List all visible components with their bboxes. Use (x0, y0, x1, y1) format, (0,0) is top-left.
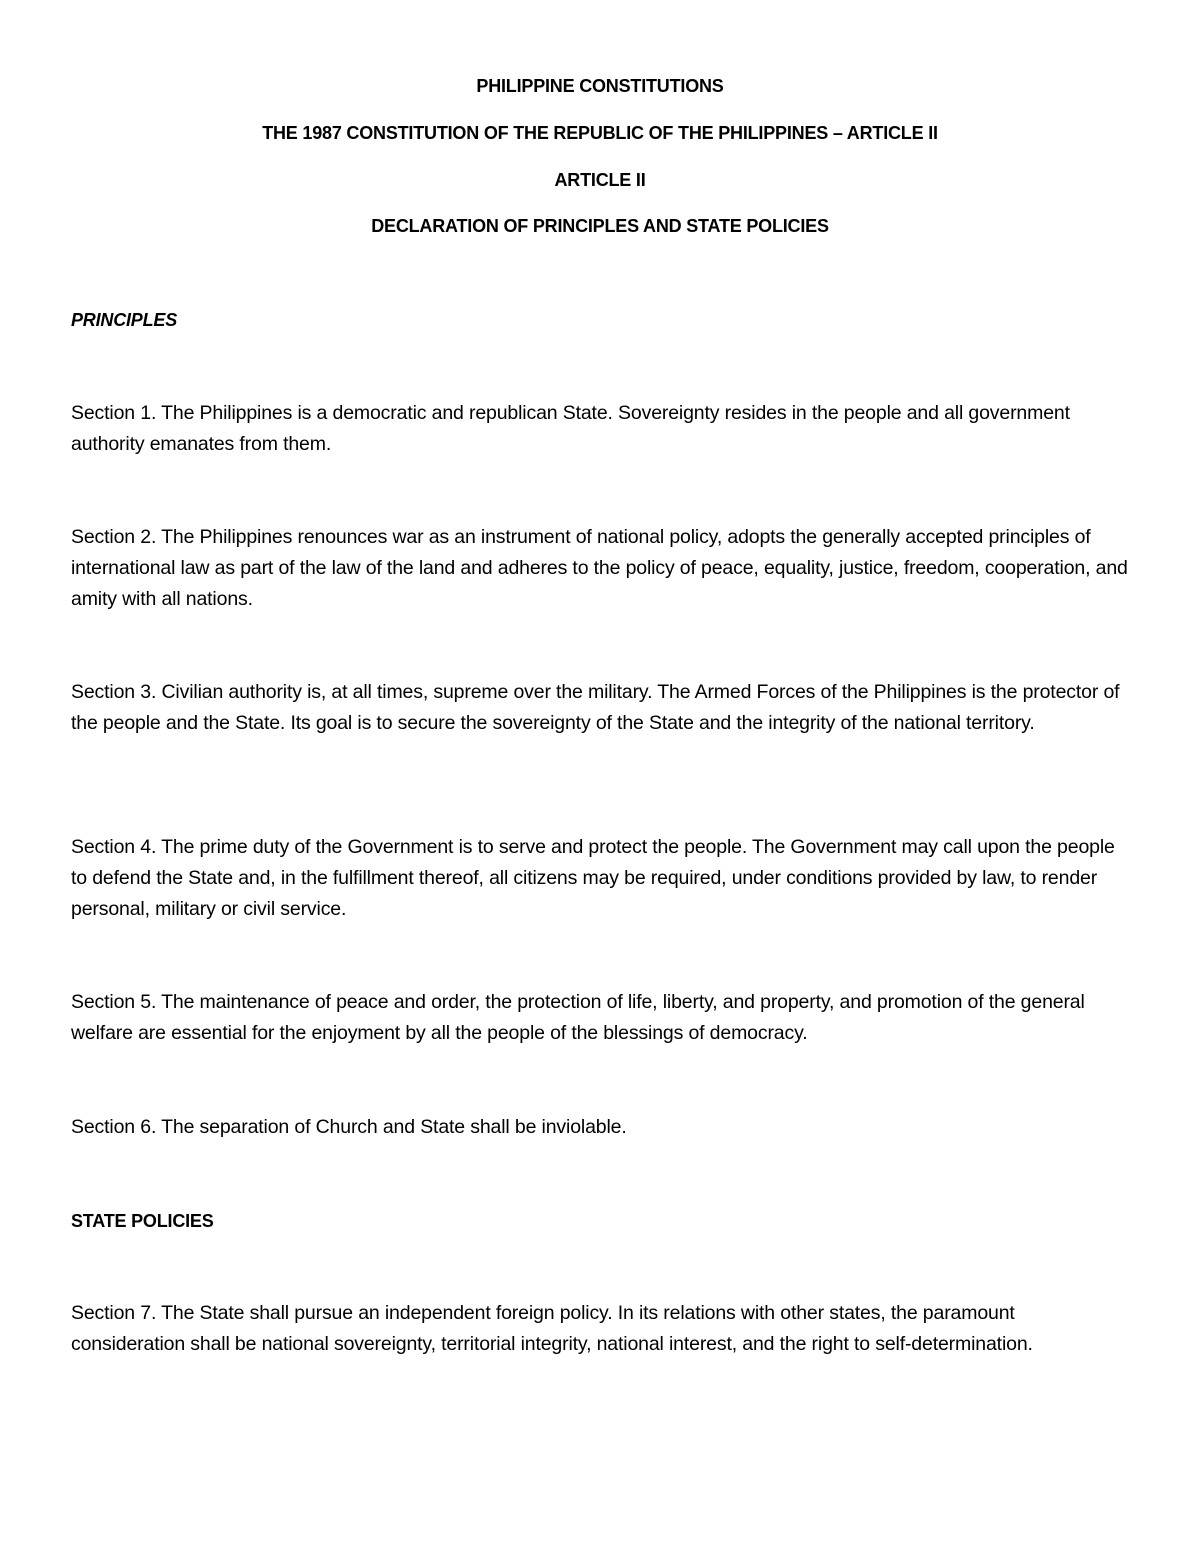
article-title: DECLARATION OF PRINCIPLES AND STATE POLICIES (371, 216, 829, 236)
state-policies-heading: STATE POLICIES (71, 1211, 214, 1231)
document-subtitle: THE 1987 CONSTITUTION OF THE REPUBLIC OF THE PHILIPPINES – ARTICLE II (262, 123, 938, 143)
principles-heading: PRINCIPLES (71, 310, 178, 330)
section-7-paragraph: Section 7. The State shall pursue an independent foreign policy. In its relations with other states, the paramount consideration shall be national sovereignty, territorial integrity, national interest, and the right to self-determination. (71, 1302, 1033, 1355)
section-5-paragraph: Section 5. The maintenance of peace and order, the protection of life, liberty, and property, and promotion of the general welfare are essential for the enjoyment by all the people of the blessings of democracy. (71, 991, 1085, 1044)
section-1-paragraph: Section 1. The Philippines is a democratic and republican State. Sovereignty resides in the people and all government authority emanates from them. (71, 402, 1070, 455)
section-4-paragraph: Section 4. The prime duty of the Government is to serve and protect the people. The Government may call upon the people to defend the State and, in the fulfillment thereof, all citizens may be required, under conditions provided by law, to render personal, military or civil service. (71, 836, 1115, 920)
section-2-paragraph: Section 2. The Philippines renounces war as an instrument of national policy, adopts the generally accepted principles of international law as part of the law of the land and adheres to the policy of peace, equality, justice, freedom, cooperation, and amity with all nations. (71, 526, 1128, 610)
section-6-paragraph: Section 6. The separation of Church and State shall be inviolable. (71, 1116, 627, 1138)
document-title: PHILIPPINE CONSTITUTIONS (476, 76, 724, 96)
article-number: ARTICLE II (554, 170, 646, 190)
section-3-paragraph: Section 3. Civilian authority is, at all times, supreme over the military. The Armed Forces of the Philippines is the protector of the people and the State. Its goal is to secure the sovereignty of the State and the integrity of the national territory. (71, 681, 1120, 734)
